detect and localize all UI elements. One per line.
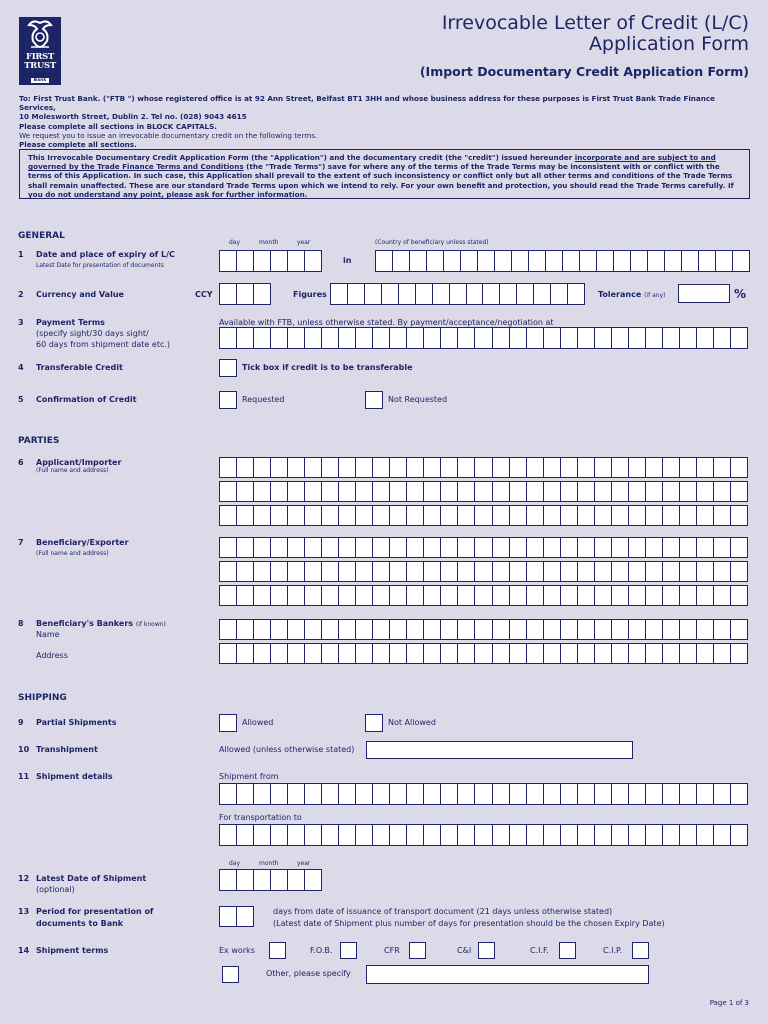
expiry-label: Date and place of expiry of L/C	[36, 250, 175, 259]
term-fob-checkbox[interactable]	[340, 942, 357, 959]
applicant-field-line1[interactable]	[219, 457, 748, 478]
confirmation-label: Confirmation of Credit	[36, 395, 137, 404]
term-ex-works-checkbox[interactable]	[269, 942, 286, 959]
term-ci-checkbox[interactable]	[478, 942, 495, 959]
bankers-address-label: Address	[36, 651, 68, 660]
percent-sign: %	[734, 287, 747, 301]
term-other-label: Other, please specify	[266, 969, 351, 978]
date-label-day: day	[229, 239, 241, 246]
transportation-to-field[interactable]	[219, 824, 748, 846]
date-label-month: month	[259, 239, 279, 246]
trade-terms-notice: This Irrevocable Documentary Credit Application Form (the "Application") and the documentary credit (the "credit") issued hereunder incorporate and are subject to and governed by the Trade Finance Terms and Conditions (the "Trade Terms") save for where any of the terms of the Trade Terms may be inconsistent with or conflict with the terms of this Application. In such case, this Application shall prevail to the extent of such inconsistency or conflict only but all other terms and conditions of the Trade Terms shall remain unaffected. These are our standard Trade Terms upon which we intend to rely. For your own benefit and protection, you should read the Trade Terms carefully. If you do not understand any point, please ask for further information.	[19, 149, 750, 199]
latest-shipment-date-field[interactable]	[219, 869, 322, 891]
latest-shipment-sublabel: (optional)	[36, 885, 75, 894]
date-label-year: year	[297, 860, 311, 867]
transferable-option-label: Tick box if credit is to be transferable	[242, 363, 413, 372]
item-number: 11	[18, 772, 30, 781]
confirmation-requested-checkbox[interactable]	[219, 391, 237, 409]
confirmation-not-requested-checkbox[interactable]	[365, 391, 383, 409]
item-number: 6	[18, 458, 24, 467]
term-ex-works-label: Ex works	[219, 946, 255, 955]
country-hint: (Country of beneficiary unless stated)	[375, 239, 489, 246]
payment-terms-sub1: (specify sight/30 days sight/	[36, 329, 149, 338]
figures-field[interactable]	[330, 283, 585, 305]
ccy-field[interactable]	[219, 283, 271, 305]
beneficiary-label: Beneficiary/Exporter	[36, 538, 129, 547]
item-number: 13	[18, 907, 30, 916]
term-other-checkbox[interactable]	[222, 966, 239, 983]
tolerance-label: Tolerance (if any)	[598, 290, 666, 299]
payment-terms-sub2: 60 days from shipment date etc.)	[36, 340, 171, 349]
page-number: Page 1 of 3	[709, 999, 749, 1007]
item-number: 5	[18, 395, 24, 404]
expiry-place-field[interactable]	[375, 250, 750, 272]
partial-not-allowed-label: Not Allowed	[388, 718, 436, 727]
presentation-days-text1: days from date of issuance of transport document (21 days unless otherwise stated)	[273, 907, 613, 916]
presentation-days-text2: (Latest date of Shipment plus number of days for presentation should be the chosen Expiry Date)	[273, 919, 665, 928]
date-label-year: year	[297, 239, 311, 246]
beneficiary-field-line3[interactable]	[219, 585, 748, 606]
latest-shipment-label: Latest Date of Shipment	[36, 874, 147, 883]
ccy-label: CCY	[195, 290, 213, 299]
item-number: 1	[18, 250, 24, 259]
item-number: 2	[18, 290, 24, 299]
item-number: 3	[18, 318, 24, 327]
transhipment-field[interactable]	[366, 741, 633, 759]
term-cfr-label: CFR	[384, 946, 400, 955]
term-cip-label: C.I.P.	[603, 946, 623, 955]
section-parties-heading: PARTIES	[18, 436, 60, 446]
item-number: 7	[18, 538, 24, 547]
transferable-label: Transferable Credit	[36, 363, 123, 372]
section-general-heading: GENERAL	[18, 231, 65, 241]
applicant-field-line3[interactable]	[219, 505, 748, 526]
beneficiary-field-line1[interactable]	[219, 537, 748, 558]
shipment-from-field[interactable]	[219, 783, 748, 805]
payment-terms-hint: Available with FTB, unless otherwise stated. By payment/acceptance/negotiation at	[219, 318, 554, 327]
presentation-period-label1: Period for presentation of	[36, 907, 154, 916]
shipment-from-label: Shipment from	[219, 772, 279, 781]
item-number: 14	[18, 946, 30, 955]
presentation-days-field[interactable]	[219, 906, 254, 927]
expiry-date-field[interactable]	[219, 250, 322, 272]
bankers-label: Beneficiary's Bankers (if known)	[36, 619, 166, 628]
applicant-field-line2[interactable]	[219, 481, 748, 502]
term-other-field[interactable]	[366, 965, 649, 984]
transhipment-label: Transhipment	[36, 745, 98, 754]
presentation-period-label2: documents to Bank	[36, 919, 124, 928]
term-cif-checkbox[interactable]	[559, 942, 576, 959]
in-label: in	[343, 256, 352, 265]
term-cif-label: C.I.F.	[530, 946, 549, 955]
item-number: 10	[18, 745, 30, 754]
item-number: 4	[18, 363, 24, 372]
confirmation-requested-label: Requested	[242, 395, 285, 404]
transportation-to-label: For transportation to	[219, 813, 302, 822]
section-shipping-heading: SHIPPING	[18, 693, 67, 703]
term-fob-label: F.O.B.	[310, 946, 333, 955]
term-cfr-checkbox[interactable]	[409, 942, 426, 959]
shipment-details-label: Shipment details	[36, 772, 113, 781]
bankers-name-label: Name	[36, 630, 60, 639]
partial-allowed-checkbox[interactable]	[219, 714, 237, 732]
beneficiary-sublabel: (Full name and address)	[36, 550, 109, 557]
bankers-address-field[interactable]	[219, 643, 748, 664]
beneficiary-field-line2[interactable]	[219, 561, 748, 582]
date-label-month: month	[259, 860, 279, 867]
harp-emblem-icon	[19, 17, 61, 51]
payment-terms-field[interactable]	[219, 327, 748, 349]
form-subtitle: (Import Documentary Credit Application Form)	[419, 64, 749, 79]
applicant-sublabel: (Full name and address)	[36, 467, 109, 474]
shipment-terms-label: Shipment terms	[36, 946, 109, 955]
term-ci-label: C&I	[457, 946, 472, 955]
bankers-name-field[interactable]	[219, 619, 748, 640]
transferable-checkbox[interactable]	[219, 359, 237, 377]
partial-shipments-label: Partial Shipments	[36, 718, 117, 727]
currency-label: Currency and Value	[36, 290, 124, 299]
tolerance-field[interactable]	[678, 284, 730, 303]
item-number: 8	[18, 619, 24, 628]
applicant-label: Applicant/Importer	[36, 458, 122, 467]
figures-label: Figures	[293, 290, 327, 299]
first-trust-logo: FIRST TRUST Bank	[19, 17, 61, 85]
item-number: 9	[18, 718, 24, 727]
confirmation-not-requested-label: Not Requested	[388, 395, 448, 404]
term-cip-checkbox[interactable]	[632, 942, 649, 959]
partial-allowed-label: Allowed	[242, 718, 274, 727]
payment-terms-label: Payment Terms	[36, 318, 105, 327]
partial-not-allowed-checkbox[interactable]	[365, 714, 383, 732]
intro-text: To: First Trust Bank. ("FTB ") whose registered office is at 92 Ann Street, Belfast BT1 3HH and whose business address for these purposes is First Trust Bank Trade Finance Services, 10 Molesworth Street, Dublin 2. Tel no. (028) 9043 4615 Please complete all sections in BLOCK CAPITALS. We request you to issue an irrevocable documentary credit on the following terms. Please complete all sections.	[19, 94, 716, 150]
form-title-line2: Application Form	[588, 33, 749, 55]
expiry-sublabel: Latest Date for presentation of documents	[36, 262, 164, 269]
item-number: 12	[18, 874, 30, 883]
transhipment-hint: Allowed (unless otherwise stated)	[219, 745, 355, 754]
form-title-line1: Irrevocable Letter of Credit (L/C)	[441, 12, 749, 34]
date-label-day: day	[229, 860, 241, 867]
